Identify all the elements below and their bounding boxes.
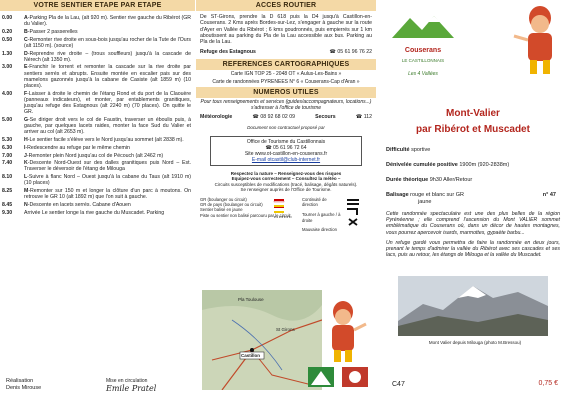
- office-box: Office de Tourisme du Castillonnais ☎ 05 61 96 72 64 Site www.ot-castillon-en-couserans.fr E-mail otcastil@club-internet.fr: [210, 136, 362, 166]
- step-item: [2, 91, 191, 116]
- page-title: Mont-Valier: [446, 108, 500, 119]
- useful-header: NUMEROS UTILES: [196, 87, 376, 98]
- step-time: 4.00: [2, 90, 13, 97]
- step-text: A-Parking Pla de la Lau, (alt 920 m). Sentier rive gauche du Ribérot (GR du Valier).: [24, 15, 191, 28]
- step-letter: E: [24, 64, 28, 71]
- step-letter: N: [24, 201, 28, 208]
- route-number: n° 47: [542, 192, 556, 198]
- step-text: N-Descente en lacets serrés. Cabane d'Aouen: [24, 201, 131, 208]
- footer-realisation: Réalisation Denis Mirouse: [6, 378, 42, 391]
- mascot-pointing-icon: [510, 6, 562, 80]
- step-letter: I: [24, 144, 26, 151]
- logo: Couserans LE CASTILLONNAIS Les 4 Vallées: [388, 12, 458, 92]
- carto-2: Carte de randonnées PYRENEES N° 6 « Couserans-Cap d'Aran »: [212, 78, 360, 85]
- left-column: [0, 0, 195, 400]
- description-2: Un refuge gardé vous permettra de faire la randonnée en deux jours, prenant le temps d'admirer la vallée du Ribérot avec ses cascades et ses lacs, puis au retour, les étangs de Milouga et la vallée du Muscadet.: [386, 239, 560, 259]
- step-item: [2, 153, 191, 159]
- steps-list: [2, 15, 191, 216]
- page-subtitle: par Ribérot et Muscadet: [416, 124, 530, 135]
- step-item: [2, 15, 191, 27]
- respect-block: Respectez la nature – Renseignez-vous des risques Equipez-vous correctement – Consultez la météo – Circuits susceptibles de modifications (tracé, balisage, dégâts naturels). Se renseigner auprès de l'Office de Tourisme.: [214, 170, 358, 193]
- contrib-text: Document non contractuel proposé par: [247, 125, 325, 131]
- legend: GR (boulanger ou circuit) GR de pays (boulanger ou circuit) Sentier balisé en jaune Piste ou sentier non balisé parcouru par le circuit Continuité de direction Tourner à gauche / à droite Mauvaise direction: [200, 197, 372, 227]
- title-block: [380, 104, 566, 136]
- step-letter: J: [24, 152, 27, 159]
- step-text: H-Le sentier facile s'élève vers le Nord jusqu'au sommet (alt 2838 m).: [24, 137, 184, 144]
- step-text: L-Suivre à flanc Nord – Ouest jusqu'à la cabane du Taus (alt 1910 m) (10 places): [24, 174, 191, 187]
- step-text: B-Passer 2 passerelles: [24, 28, 78, 35]
- step-letter: A: [24, 15, 28, 21]
- step-item: [2, 37, 191, 49]
- step-time: 5.30: [2, 137, 13, 144]
- step-text: Arrivée Le sentier longe la rive gauche du Muscadet. Parking: [24, 209, 165, 216]
- footer-circulation: Mise en circulation Emile Pratel: [106, 378, 157, 393]
- step-letter: L: [24, 174, 28, 181]
- phones-row: Météorologie ☎ 08 92 68 02 09 Secours ☎ 112: [200, 114, 372, 121]
- step-letter: C: [24, 36, 28, 43]
- price-label: 0,75 €: [538, 380, 558, 387]
- step-time: 0.50: [2, 36, 13, 43]
- step-time: 8.10: [2, 174, 13, 181]
- step-time: 6.30: [2, 144, 13, 151]
- step-time: 1.30: [2, 50, 13, 57]
- useful-text: Pour tous renseignements et services (guides/accompagnateurs, locations...) s'adresser à l'office de tourisme: [200, 99, 372, 111]
- step-item: [2, 145, 191, 151]
- refuge-row: Refuge des Estagnous ☎ 05 61 96 76 22: [200, 49, 372, 56]
- carto-header: REFERENCES CARTOGRAPHIQUES: [196, 59, 376, 70]
- step-time: 5.00: [2, 117, 13, 124]
- step-item: [2, 160, 191, 172]
- step-letter: M: [24, 188, 29, 195]
- code-label: C47: [392, 381, 405, 388]
- access-header: ACCES ROUTIER: [196, 0, 376, 11]
- step-letter: K: [24, 160, 28, 167]
- mountain-photo: [398, 276, 548, 336]
- step-text: K-Descente Nord-Ouest sur des dalles granitiques puis Nord – Est. Traverser le déversoir de l'étang de Milouga: [24, 160, 191, 173]
- legend-marks-icon: [272, 198, 298, 220]
- step-item: [2, 174, 191, 186]
- step-time: 3.00: [2, 64, 13, 71]
- access-text: De ST-Girons, prendre la D 618 puis la D4 jusqu'à Castillon-en-Couserans. 2 Kms après Bordes-sur-Lez, s'engager à gauche sur la route d'Ayer en Vallée du Ribérot ; 6 kms goudronnés, puis empierrés sur 1 km aboutissent au parking du Pla de la Lau accessible aux bus. Parking au Pla de la Lau.: [200, 14, 372, 46]
- step-time: 7.40: [2, 160, 13, 167]
- step-time: 7.00: [2, 152, 13, 159]
- step-time: 9.30: [2, 209, 13, 216]
- right-column: [380, 0, 566, 400]
- step-text: D-Reprendre rive droite – (trous souffleurs) jusqu'à la cascade de Nérech (alt 1350 m).: [24, 50, 191, 63]
- step-time: 0.20: [2, 28, 13, 35]
- step-text: I-Redescendre au refuge par le même chemin: [24, 144, 130, 151]
- photo-caption: Mont Valier depuis Milouga (photo M.Bressou): [428, 340, 522, 345]
- description-1: Cette randonnée spectaculaire est une des plus belles de la région Pyrénéenne ; elle comprend l'ascension du Mont VALIER sommet emblématique du Couserans où, dans un décor de hautes montagnes, vous pourrez apercevoir isards, marmottes, gypaète barbu...: [386, 211, 560, 236]
- step-letter: D: [24, 50, 28, 57]
- step-item: [2, 137, 191, 143]
- step-item: [2, 29, 191, 35]
- office-email-link[interactable]: E-mail otcastil@club-internet.fr: [251, 156, 321, 163]
- step-item: [2, 202, 191, 208]
- step-item: [2, 51, 191, 63]
- step-text: J-Remonter plein Nord jusqu'au col de Pécouch (alt 2462 m): [24, 152, 164, 159]
- step-letter: G: [24, 117, 29, 124]
- step-time: 8.45: [2, 201, 13, 208]
- step-text: G-Se diriger droit vers le col de Faustin, traverser un éboulis puis, à gauche, par quelques lacets raides, monter la face Sud du Valier et arriver au col (alt 2653 m).: [24, 117, 191, 136]
- map-label-1: Pla Toulouse: [238, 297, 264, 302]
- carto-1: Carte IGN TOP 25 - 2048 OT « Aulus-Les-Bains »: [230, 71, 342, 78]
- step-text: F-Laisser à droite le chemin de l'étang Rond et du port de la Claouère (panneaux indicateurs), et monter, par entablements granitiques, jusqu'au refuge des Estagnous (alt 2240 m) (70 places). On quitte le GR.: [24, 90, 191, 116]
- partner-logos-icon: [308, 365, 370, 389]
- middle-column: [196, 0, 376, 400]
- step-letter: B: [24, 28, 28, 35]
- step-text: E-Franchir le torrent et remonter la cascade sur la rive droite par sentiers serrés et abrupts. Ensuite montée en escalier pais sur des mamelons gazonnés jusqu'à la cabane de Casiste (alt 1859 m) (10 places).: [24, 64, 191, 90]
- office-site-link[interactable]: Site www.ot-castillon-en-couserans.fr: [244, 150, 328, 157]
- step-text: C-Remonter rive droite en sous-bois jusqu'au rocher de la Tute de l'Ours (alt 1150 m). (source): [24, 36, 191, 49]
- logo-mountain-icon: [388, 12, 458, 42]
- step-item: [2, 188, 191, 200]
- step-time: 8.25: [2, 188, 13, 195]
- step-time: 0.00: [2, 15, 13, 21]
- map-label-2: St Girons: [276, 327, 295, 332]
- step-letter: F: [24, 90, 28, 97]
- location-map: [202, 290, 322, 390]
- mascot-character-icon: [318, 300, 368, 366]
- step-text: M-Remonter sur 150 m et longer la clôture d'un parc à moutons. On retrouve le GR 10 (alt 1892 m) que l'on suit à gauche.: [24, 188, 191, 201]
- step-letter: H: [24, 137, 28, 144]
- info-block: Difficulté sportive Dénivelée cumulée positive 1900m (920-2838m) Durée théorique 9h30 Aller/Retour Balisage rouge et blanc sur GR n° 47 jaune Cette randonnée spectaculaire est une des plus belles de la région Pyrénéenne ; elle comprend l'ascension du Mont VALIER sommet emblématique du Couserans où, dans un décor de hautes montagnes, vous pourrez apercevoir isards, marmottes, gypaète barbu... Un refuge gardé vous permettra de faire la randonnée en deux jours, prenant le temps d'admirer la vallée du Ribérot avec ses cascades et ses lacs, puis au retour, les étangs de Milouga et la vallée du Muscadet.: [380, 146, 566, 260]
- steps-header: VOTRE SENTIER ETAPE PAR ETAPE: [0, 0, 195, 11]
- map-label-3: Castillon: [241, 353, 261, 358]
- step-item: [2, 64, 191, 89]
- legend-direction-icon: [345, 197, 367, 227]
- step-item: [2, 117, 191, 136]
- step-item: [2, 210, 191, 216]
